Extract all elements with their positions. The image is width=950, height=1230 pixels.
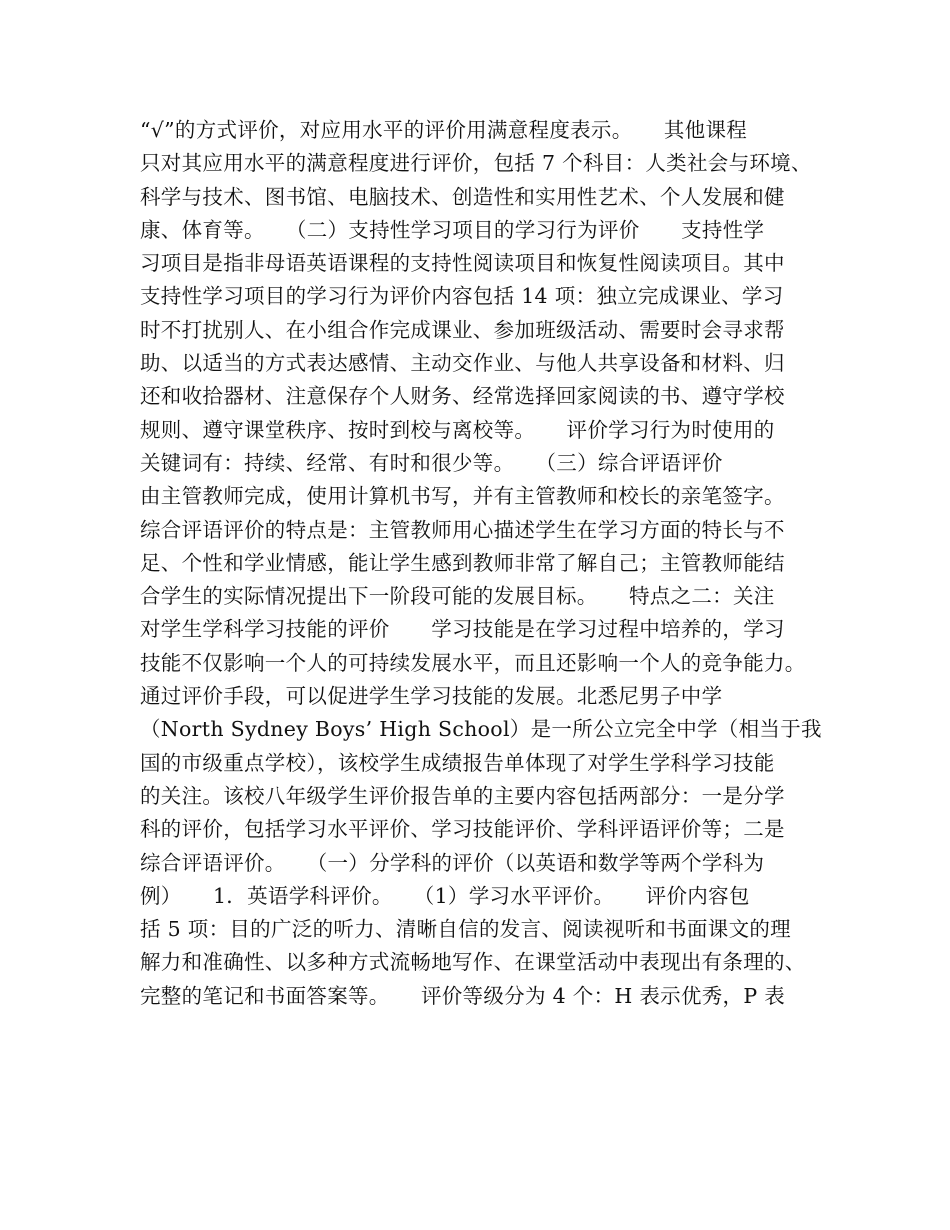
text-line: 解力和准确性、以多种方式流畅地写作、在课堂活动中表现出有条理的、 [140,950,806,975]
text-line: 综合评语评价。 （一）分学科的评价（以英语和数学等两个学科为 [140,850,765,875]
text-line: 支持性学习项目的学习行为评价内容包括 14 项：独立完成课业、学习 [140,284,784,309]
text-line: （North Sydney Boys’ High School）是一所公立完全中学（相当于我 [140,717,822,742]
body-text [140,114,830,1013]
text-line: 对学生学科学习技能的评价 学习技能是在学习过程中培养的，学习 [140,617,785,642]
text-line: 助、以适当的方式表达感情、主动交作业、与他人共享设备和材料、归 [140,351,785,376]
text-line: 关键词有：持续、经常、有时和很少等。 （三）综合评语评价 [140,450,723,475]
text-line: 时不打扰别人、在小组合作完成课业、参加班级活动、需要时会寻求帮 [140,317,785,342]
text-line: 综合评语评价的特点是：主管教师用心描述学生在学习方面的特长与不 [140,517,785,542]
text-line: 国的市级重点学校），该校学生成绩报告单体现了对学生学科学习技能 [140,750,775,775]
text-line: 康、体育等。 （二）支持性学习项目的学习行为评价 支持性学 [140,217,765,242]
text-line: 足、个性和学业情感，能让学生感到教师非常了解自己；主管教师能结 [140,550,785,575]
text-line: 科的评价，包括学习水平评价、学习技能评价、学科评语评价等；二是 [140,817,785,842]
text-line: 合学生的实际情况提出下一阶段可能的发展目标。 特点之二：关注 [140,584,775,609]
text-line: 只对其应用水平的满意程度进行评价，包括 7 个科目：人类社会与环境、 [140,151,812,176]
text-line: 由主管教师完成，使用计算机书写，并有主管教师和校长的亲笔签字。 [140,484,785,509]
text-line: 例） 1．英语学科评价。 （1）学习水平评价。 评价内容包 [140,883,750,908]
text-line: “√”的方式评价，对应用水平的评价用满意程度表示。 其他课程 [140,118,748,142]
text-line: 技能不仅影响一个人的可持续发展水平，而且还影响一个人的竞争能力。 [140,650,806,675]
text-line: 完整的笔记和书面答案等。 评价等级分为 4 个：H 表示优秀，P 表 [140,983,786,1008]
text-line: 的关注。该校八年级学生评价报告单的主要内容包括两部分：一是分学 [140,783,785,808]
text-line: 习项目是指非母语英语课程的支持性阅读项目和恢复性阅读项目。其中 [140,251,785,276]
text-line: 还和收拾器材、注意保存个人财务、经常选择回家阅读的书、遵守学校 [140,384,785,409]
text-line: 规则、遵守课堂秩序、按时到校与离校等。 评价学习行为时使用的 [140,417,775,442]
text-line: 通过评价手段，可以促进学生学习技能的发展。北悉尼男子中学 [140,684,723,709]
text-line: 科学与技术、图书馆、电脑技术、创造性和实用性艺术、个人发展和健 [140,184,785,209]
text-line: 括 5 项：目的广泛的听力、清晰自信的发言、阅读视听和书面课文的理 [140,917,791,942]
